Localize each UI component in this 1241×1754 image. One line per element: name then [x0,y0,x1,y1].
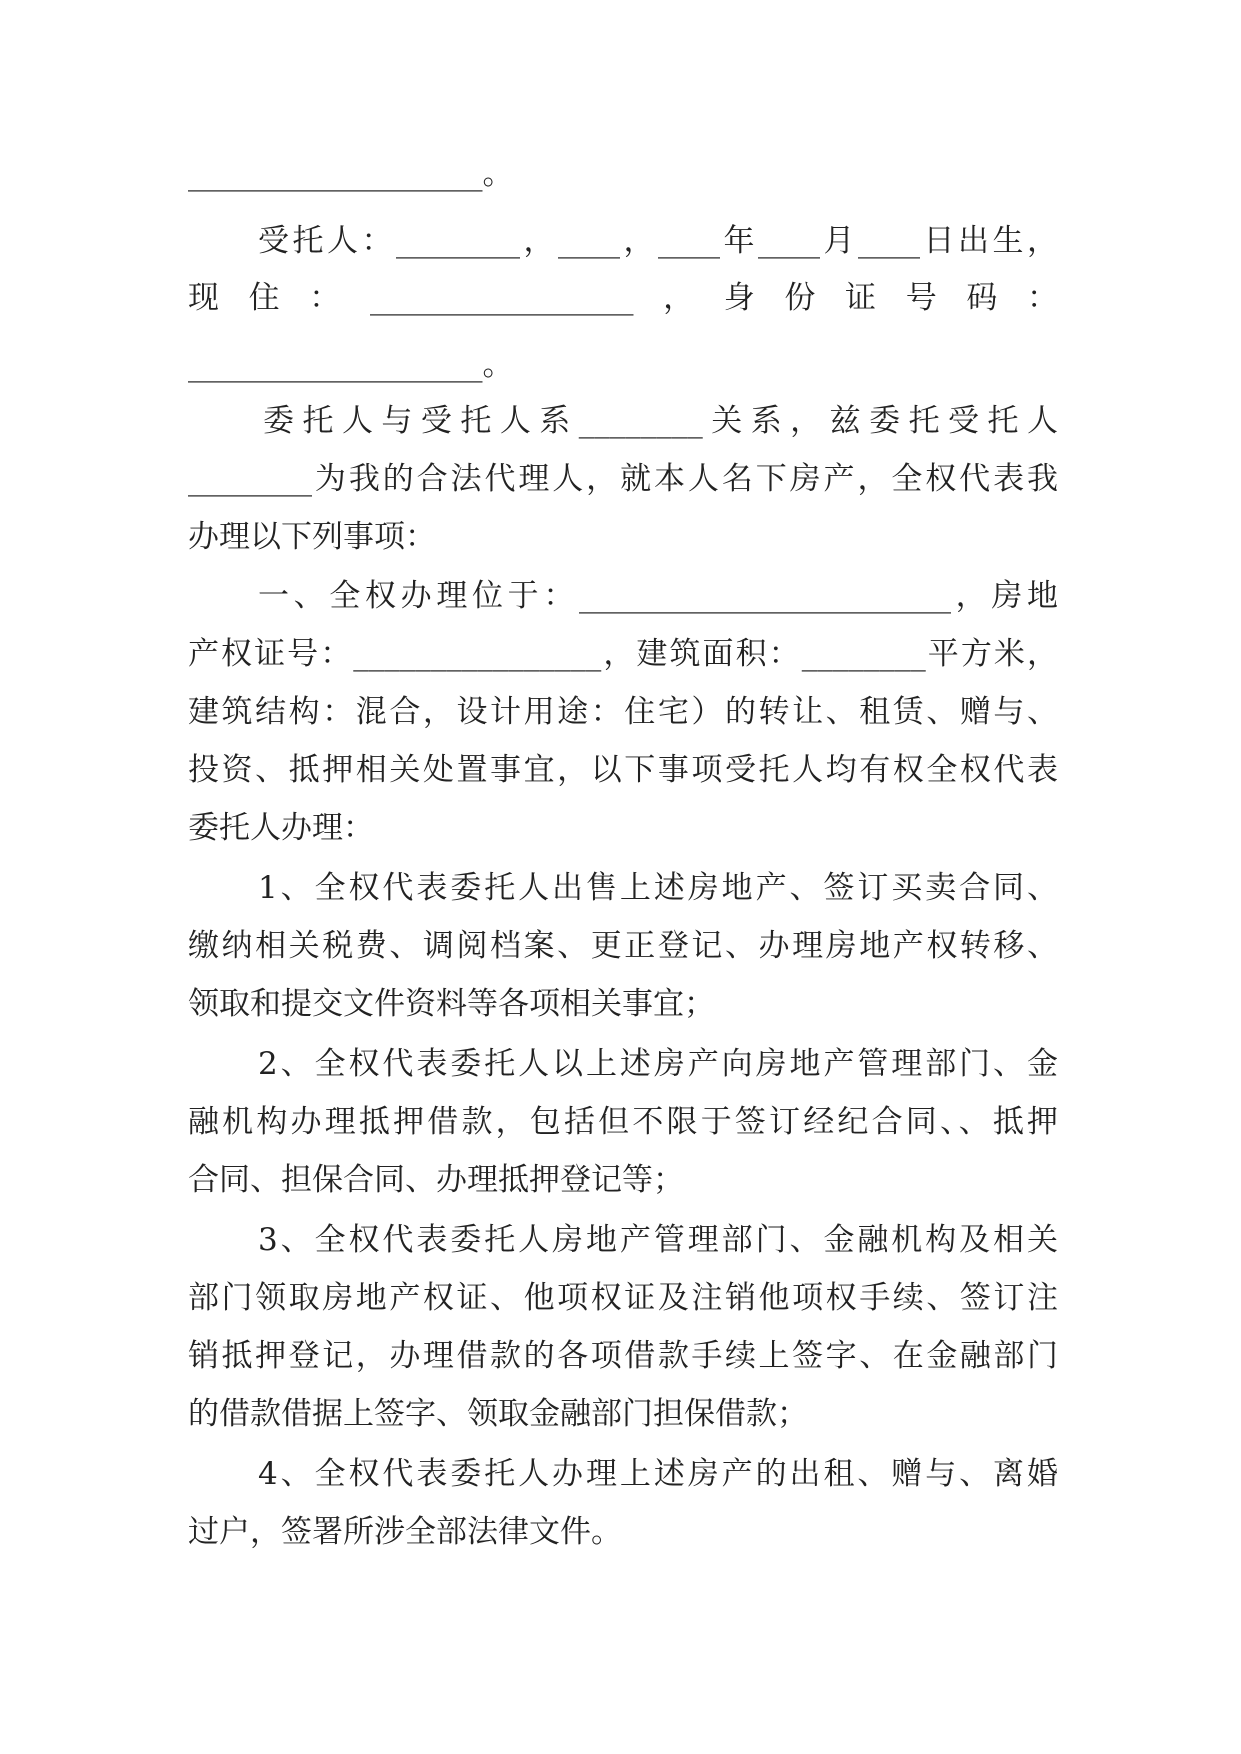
line-cert-number: 产权证号：________________，建筑面积：________平方米， [188,636,1058,672]
line-item-4-end: 过户，签署所涉全部法律文件。 [188,1514,622,1550]
line-matters-intro: 办理以下列事项： [188,519,436,555]
line-blank-id-1: ___________________。 [188,156,514,192]
line-item-3-end: 的借款借据上签字、领取金融部门担保借款； [188,1396,808,1432]
line-item-2-end: 合同、担保合同、办理抵押登记等； [188,1162,684,1198]
line-item-3: 3、全权代表委托人房地产管理部门、金融机构及相关 [258,1222,1058,1258]
line-item-3-cont-1: 部门领取房地产权证、他项权证及注销他项权手续、签订注 [188,1280,1058,1316]
line-item-2: 2、全权代表委托人以上述房产向房地产管理部门、金 [258,1046,1058,1082]
line-blank-id-2: ___________________。 [188,347,514,383]
line-trustee-info: 受托人：________，____，____年____月____日出生， [258,223,1058,259]
line-item-1: 1、全权代表委托人出售上述房地产、签订买卖合同、 [258,870,1058,906]
line-item-1-cont: 缴纳相关税费、调阅档案、更正登记、办理房地产权转移、 [188,928,1058,964]
line-investment: 投资、抵押相关处置事宜，以下事项受托人均有权全权代表 [188,752,1058,788]
line-item-4: 4、全权代表委托人办理上述房产的出租、赠与、离婚 [258,1456,1058,1492]
line-relationship: 委托人与受托人系________关系，兹委托受托人 [263,403,1058,439]
line-section-1: 一、全权办理位于：________________________，房地 [258,578,1058,614]
line-item-2-cont: 融机构办理抵押借款，包括但不限于签订经纪合同、、抵押 [188,1104,1058,1140]
line-agent-appointment: ________为我的合法代理人，就本人名下房产，全权代表我 [188,461,1058,497]
line-item-3-cont-2: 销抵押登记，办理借款的各项借款手续上签字、在金融部门 [188,1338,1058,1374]
line-trustee-address: 现住：_________________，身份证号码： [188,280,1058,316]
line-client-handle: 委托人办理： [188,810,374,846]
line-item-1-end: 领取和提交文件资料等各项相关事宜； [188,986,715,1022]
line-structure: 建筑结构：混合，设计用途：住宅）的转让、租赁、赠与、 [188,694,1058,730]
